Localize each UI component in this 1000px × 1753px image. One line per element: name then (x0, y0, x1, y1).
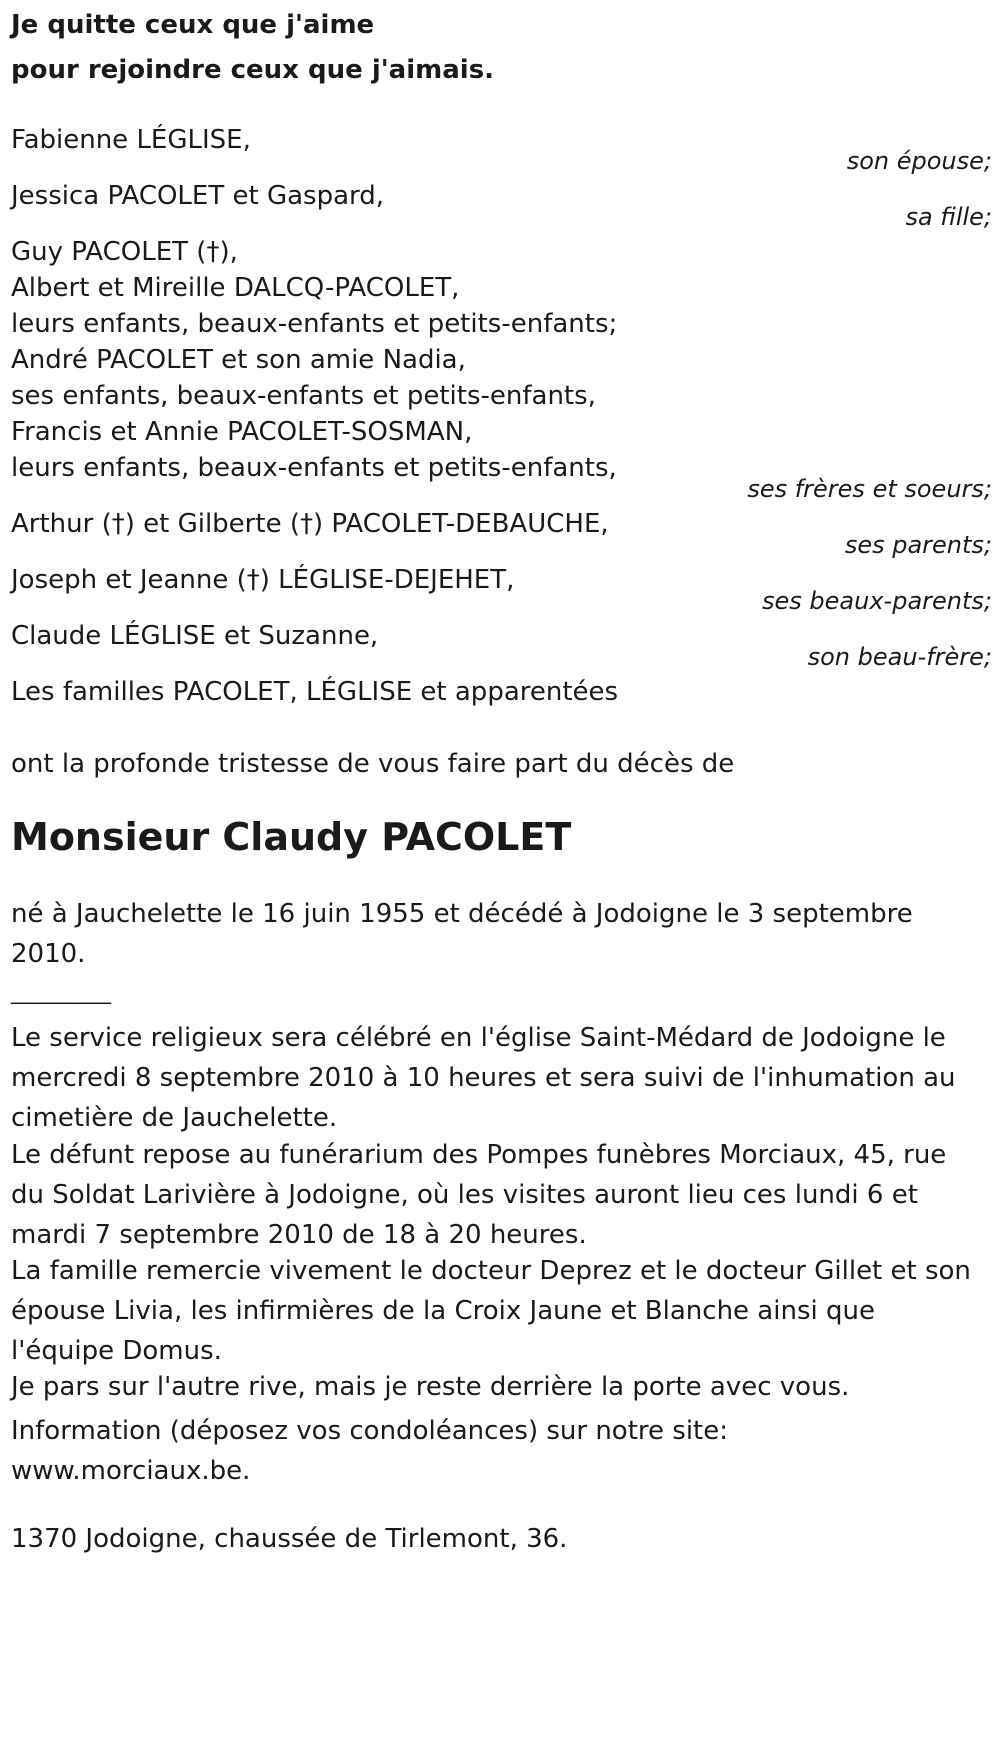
siblings-role: ses frères et soeurs; (747, 475, 992, 503)
sibling-line: Francis et Annie PACOLET-SOSMAN, (11, 417, 473, 447)
daughter-name: Jessica PACOLET et Gaspard, (11, 181, 385, 211)
sibling-line: Guy PACOLET (†), (11, 237, 238, 267)
funerarium-paragraph: Le défunt repose au funérarium des Pompes funèbres Morciaux, 45, rue du Soldat Larivière à Jodoigne, où les visites auront lieu ces lundi 6 et mardi 7 septembre 2010 de 18 à 20 heures. (11, 1140, 947, 1250)
daughter-role: sa fille; (905, 203, 992, 231)
separator: __________ (11, 980, 111, 1004)
quote-paragraph: Je pars sur l'autre rive, mais je reste derrière la porte avec vous. (11, 1372, 850, 1402)
sibling-line: André PACOLET et son amie Nadia, (11, 345, 466, 375)
parents-role: ses parents; (844, 531, 992, 559)
thanks-paragraph: La famille remercie vivement le docteur Deprez et le docteur Gillet et son épouse Livia, les infirmières de la Croix Jaune et Blanche ainsi que l'équipe Domus. (11, 1256, 971, 1366)
brotherinlaw-role: son beau-frère; (807, 643, 992, 671)
info-paragraph: Information (déposez vos condoléances) sur notre site: www.morciaux.be. (11, 1416, 729, 1486)
epigraph-line-2: pour rejoindre ceux que j'aimais. (11, 55, 495, 85)
families-line: Les familles PACOLET, LÉGLISE et apparentées (11, 677, 619, 707)
inlaws-name: Joseph et Jeanne (†) LÉGLISE-DEJEHET, (11, 565, 515, 595)
sibling-line: leurs enfants, beaux-enfants et petits-enfants, (11, 453, 617, 483)
spouse-role: son épouse; (846, 147, 992, 175)
sibling-line: ses enfants, beaux-enfants et petits-enfants, (11, 381, 596, 411)
parents-name: Arthur (†) et Gilberte (†) PACOLET-DEBAUCHE, (11, 509, 609, 539)
sibling-line: leurs enfants, beaux-enfants et petits-enfants; (11, 309, 618, 339)
deceased-name: Monsieur Claudy PACOLET (11, 815, 572, 859)
deceased-dates: né à Jauchelette le 16 juin 1955 et décédé à Jodoigne le 3 septembre 2010. (11, 899, 913, 969)
epigraph-line-1: Je quitte ceux que j'aime (11, 10, 375, 40)
spouse-name: Fabienne LÉGLISE, (11, 125, 251, 155)
inlaws-role: ses beaux-parents; (762, 587, 992, 615)
service-paragraph: Le service religieux sera célébré en l'église Saint-Médard de Jodoigne le mercredi 8 septembre 2010 à 10 heures et sera suivi de l'inhumation au cimetière de Jauchelette. (11, 1023, 956, 1133)
brotherinlaw-name: Claude LÉGLISE et Suzanne, (11, 621, 379, 651)
address: 1370 Jodoigne, chaussée de Tirlemont, 36. (11, 1524, 568, 1554)
sibling-line: Albert et Mireille DALCQ-PACOLET, (11, 273, 460, 303)
announcement: ont la profonde tristesse de vous faire part du décès de (11, 749, 735, 779)
